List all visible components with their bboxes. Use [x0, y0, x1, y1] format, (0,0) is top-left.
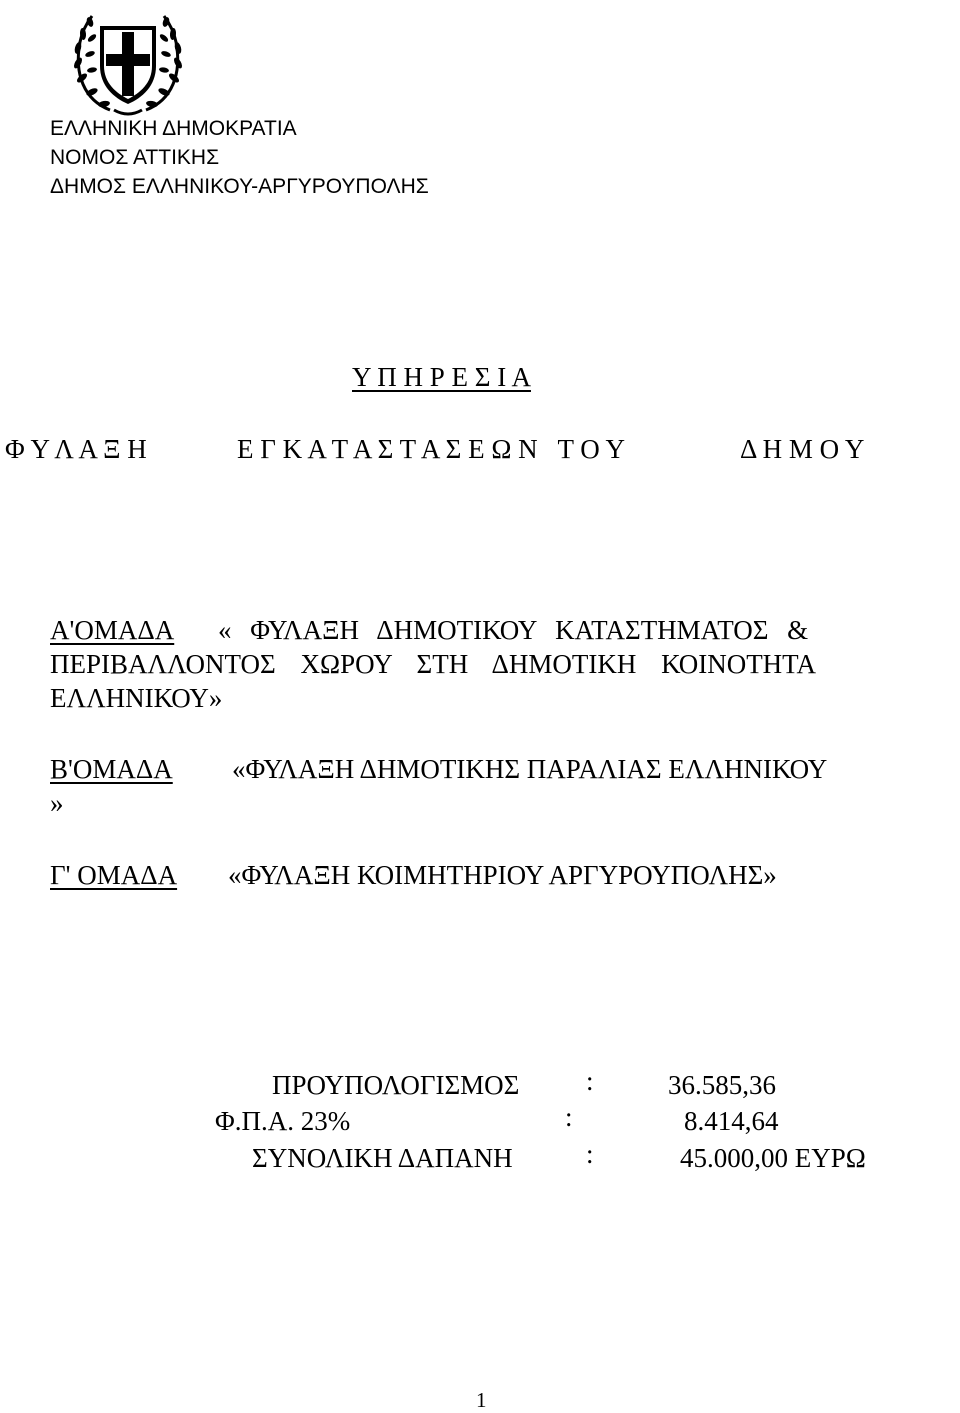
- group-a-label: Α'ΟΜΑΔΑ: [50, 615, 175, 645]
- total-value: 45.000,00 ΕΥΡΩ: [680, 1143, 866, 1173]
- group-a-title-line3: ΕΛΛΗΝΙΚΟΥ»: [50, 683, 223, 713]
- vat-separator: :: [565, 1102, 573, 1132]
- header-country: ΕΛΛΗΝΙΚΗ ΔΗΜΟΚΡΑΤΙΑ: [50, 117, 297, 140]
- greek-coat-of-arms-icon: [70, 8, 186, 120]
- service-subtitle-part3: Δ Η Μ Ο Υ: [740, 434, 865, 464]
- group-a-title-line2: ΠΕΡΙΒΑΛΛΟΝΤΟΣ ΧΩΡΟΥ ΣΤΗ ΔΗΜΟΤΙΚΗ ΚΟΙΝΟΤΗΤΑ: [50, 649, 817, 679]
- header-prefecture: ΝΟΜΟΣ ΑΤΤΙΚΗΣ: [50, 146, 220, 169]
- budget-value: 36.585,36: [668, 1070, 776, 1100]
- group-b-label: Β'ΟΜΑΔΑ: [50, 754, 173, 784]
- group-c-label: Γ' ΟΜΑΔΑ: [50, 860, 178, 890]
- group-b-title-line2: »: [50, 788, 64, 818]
- service-subtitle-part2: Ε Γ Κ Α Τ Α Σ Τ Α Σ Ε Ω Ν Τ Ο Υ: [237, 434, 625, 464]
- vat-label: Φ.Π.Α. 23%: [215, 1106, 351, 1136]
- budget-separator: :: [586, 1066, 594, 1096]
- group-a-title-line1: « ΦΥΛΑΞΗ ΔΗΜΟΤΙΚΟΥ ΚΑΤΑΣΤΗΜΑΤΟΣ &: [218, 615, 809, 645]
- group-c-title-line1: «ΦΥΛΑΞΗ ΚΟΙΜΗΤΗΡΙΟΥ ΑΡΓΥΡΟΥΠΟΛΗΣ»: [228, 860, 777, 890]
- page-number: 1: [476, 1388, 487, 1412]
- service-title: Υ Π Η Ρ Ε Σ Ι Α: [352, 362, 531, 392]
- vat-value: 8.414,64: [684, 1106, 779, 1136]
- total-separator: :: [586, 1139, 594, 1169]
- total-label: ΣΥΝΟΛΙΚΗ ΔΑΠΑΝΗ: [252, 1143, 513, 1173]
- service-subtitle-part1: Φ Υ Λ Α Ξ Η: [5, 434, 147, 464]
- budget-label: ΠΡΟΥΠΟΛΟΓΙΣΜΟΣ: [272, 1070, 520, 1100]
- header-municipality: ΔΗΜΟΣ ΕΛΛΗΝΙΚΟΥ-ΑΡΓΥΡΟΥΠΟΛΗΣ: [50, 175, 429, 198]
- group-b-title-line1: «ΦΥΛΑΞΗ ΔΗΜΟΤΙΚΗΣ ΠΑΡΑΛΙΑΣ ΕΛΛΗΝΙΚΟΥ: [232, 754, 828, 784]
